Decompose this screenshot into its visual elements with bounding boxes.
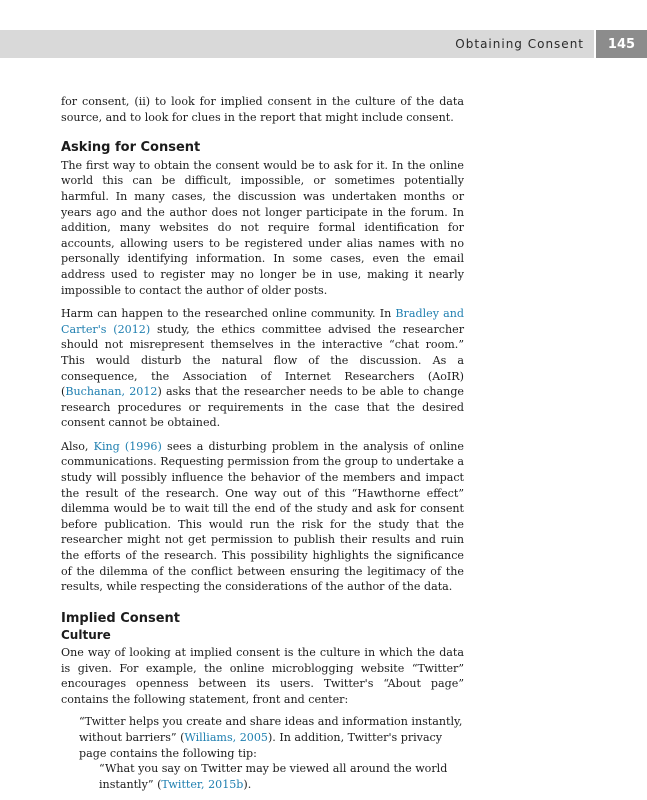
text-run: “What you say on Twitter may be viewed all around the world instantly” ( (99, 762, 448, 791)
text-run: “Twitter helps you create and share ideas and information instantly, without barriers” ( (79, 715, 463, 744)
text-run: Also, (61, 439, 94, 453)
text-run: ) asks that the researcher needs to be able to change research procedures or requirements in the case that the desired consent cannot be obtained. (61, 385, 464, 430)
page-body (61, 94, 464, 792)
citation-link[interactable]: King (1996) (93, 439, 162, 453)
citation-link[interactable]: Williams, 2005 (184, 730, 268, 744)
running-title: Obtaining Consent (455, 37, 584, 51)
implied-paragraph-1: One way of looking at implied consent is the culture in which the data is given. For example, the online microblogging website “Twitter” encourages openness between its users. Twitter's “About page” contains the following statement, front and center: (61, 646, 464, 706)
heading-implied-consent: Implied Consent (61, 610, 180, 626)
text-run: Harm can happen to the researched online community. In (61, 307, 396, 321)
asking-paragraph-3 (61, 439, 464, 595)
intro-paragraph: for consent, (ii) to look for implied consent in the culture of the data source, and to look for clues in the report that might include consent. (61, 95, 464, 124)
text-run: sees a disturbing problem in the analysis of online communications. Requesting permission from the group to undertake a study will possibly influence the behavior of the members and impact the result of the research. One way out of this “Hawthorne effect” dilemma would be to wait till the end of the study and ask for consent before publication. This would run the risk for the study that the researcher might not get permission to publish their results and ruin the efforts of the research. This possibility highlights the significance of the dilemma of the conflict between ensuring the legitimacy of the results, while respecting the considerations of the author of the data. (61, 439, 465, 594)
citation-link[interactable]: Buchanan, 2012 (65, 385, 158, 399)
nested-quote (99, 761, 464, 792)
text-run: study, the ethics committee advised the researcher should not misrepresent themselves in the interactive “chat room.” This would disturb the natural flow of the discussion. As a consequence, the Association of Internet Researchers (AoIR) ( (61, 322, 464, 399)
page-number: 145 (596, 30, 647, 58)
subheading-culture: Culture (61, 628, 111, 643)
citation-link[interactable]: Bradley and Carter's (2012) (61, 307, 464, 336)
heading-asking-for-consent: Asking for Consent (61, 140, 201, 156)
citation-link[interactable]: Twitter, 2015b (161, 777, 244, 791)
block-quote-twitter (79, 714, 464, 792)
asking-paragraph-2 (61, 306, 464, 431)
text-run: ). In addition, Twitter's privacy page contains the following tip: (79, 730, 443, 760)
text-run: ). (243, 777, 252, 791)
asking-paragraph-1: The first way to obtain the consent would be to ask for it. In the online world this can be difficult, impossible, or sometimes potentially harmful. In many cases, the discussion was undertaken months or years ago and the author does not longer participate in the forum. In addition, many websites do not require formal identification for accounts, allowing users to be registered under alias names with no personally identifying information. In some cases, even the email address used to register may no longer be in use, making it nearly impossible to contact the author of older posts. (61, 158, 464, 297)
